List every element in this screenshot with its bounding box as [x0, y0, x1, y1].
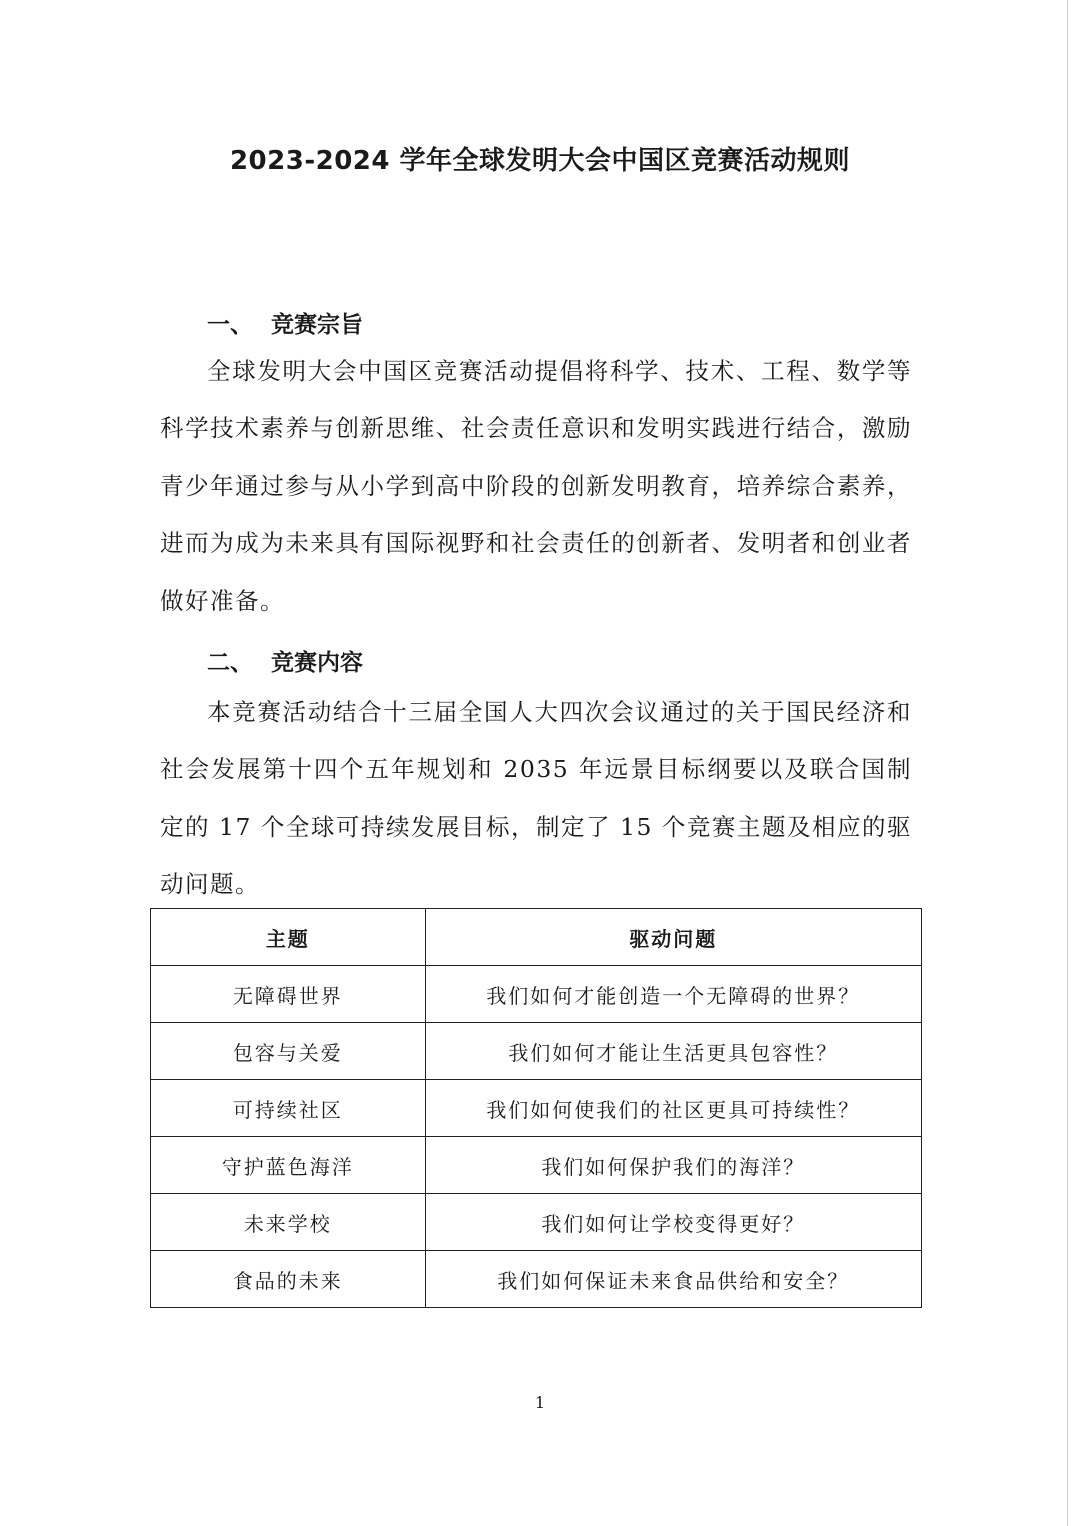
table-cell-question: 我们如何才能让生活更具包容性？ [425, 1023, 921, 1080]
table-row [151, 1194, 922, 1251]
table-cell-theme: 可持续社区 [151, 1080, 426, 1137]
table-cell-question: 我们如何保护我们的海洋？ [425, 1137, 921, 1194]
table-header-row [151, 909, 922, 966]
section-number: 二、 [207, 650, 253, 676]
table-cell-question: 我们如何保证未来食品供给和安全？ [425, 1251, 921, 1308]
themes-table-wrapper [150, 908, 922, 1308]
table-header-question: 驱动问题 [425, 909, 921, 966]
table-row [151, 1080, 922, 1137]
table-cell-theme: 包容与关爱 [151, 1023, 426, 1080]
table-header-theme: 主题 [151, 909, 426, 966]
page-number: 1 [534, 1393, 546, 1412]
section-heading-2 [207, 644, 363, 677]
themes-table [150, 908, 922, 1308]
section-title: 竞赛内容 [271, 650, 363, 676]
table-row [151, 1137, 922, 1194]
table-cell-theme: 无障碍世界 [151, 966, 426, 1023]
table-cell-question: 我们如何让学校变得更好？ [425, 1194, 921, 1251]
table-cell-theme: 未来学校 [151, 1194, 426, 1251]
section-number: 一、 [207, 312, 253, 338]
section-title: 竞赛宗旨 [271, 312, 363, 338]
table-cell-question: 我们如何使我们的社区更具可持续性？ [425, 1080, 921, 1137]
table-cell-theme: 食品的未来 [151, 1251, 426, 1308]
document-title: 2023-2024 学年全球发明大会中国区竞赛活动规则 [229, 146, 851, 176]
table-row [151, 1023, 922, 1080]
table-row [151, 1251, 922, 1308]
section-paragraph-1: 全球发明大会中国区竞赛活动提倡将科学、技术、工程、数学等科学技术素养与创新思维、社会责任意识和发明实践进行结合，激励青少年通过参与从小学到高中阶段的创新发明教育，培养综合素养，进而为成为未来具有国际视野和社会责任的创新者、发明者和创业者做好准备。 [160, 357, 912, 615]
section-heading-1 [207, 306, 363, 339]
page-edge-line [1067, 0, 1068, 1526]
table-cell-theme: 守护蓝色海洋 [151, 1137, 426, 1194]
section-paragraph-2: 本竞赛活动结合十三届全国人大四次会议通过的关于国民经济和社会发展第十四个五年规划和 2035 年远景目标纲要以及联合国制定的 17 个全球可持续发展目标，制定了 15 个竞赛主题及相应的驱动问题。 [160, 698, 912, 899]
table-cell-question: 我们如何才能创造一个无障碍的世界？ [425, 966, 921, 1023]
table-row [151, 966, 922, 1023]
